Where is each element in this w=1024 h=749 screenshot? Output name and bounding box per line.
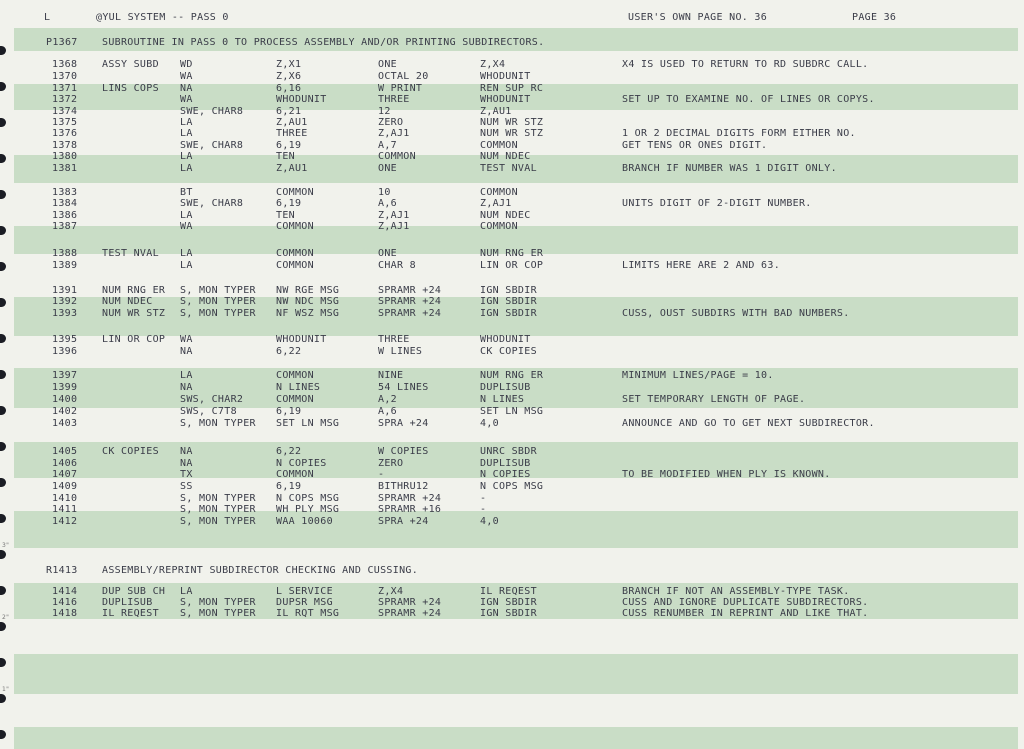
section-id: P1367 [46, 37, 78, 48]
operand-field: COMMON [480, 187, 518, 198]
operand-field: L SERVICE [276, 586, 333, 597]
opcode-field: S, MON TYPER [180, 516, 256, 527]
listing-row [0, 59, 1024, 71]
operand-field: IL RQT MSG [276, 608, 340, 619]
opcode-field: LA [180, 163, 193, 174]
operand-field: BITHRU12 [378, 481, 429, 492]
operand-field: Z,AJ1 [378, 221, 410, 232]
comment-field: GET TENS OR ONES DIGIT. [622, 140, 768, 151]
operand-field: WHODUNIT [480, 71, 531, 82]
line-number: 1368 [52, 59, 78, 70]
line-number: 1406 [52, 458, 78, 469]
operand-field: Z,AJ1 [378, 128, 410, 139]
listing-row [0, 71, 1024, 83]
line-number: 1376 [52, 128, 78, 139]
listing-row [0, 151, 1024, 163]
operand-field: N COPIES [276, 458, 327, 469]
label-field: NUM NDEC [102, 296, 153, 307]
user-page-number: USER'S OWN PAGE NO. 36 [628, 12, 768, 23]
comment-field: SET TEMPORARY LENGTH OF PAGE. [622, 394, 806, 405]
listing-row [0, 248, 1024, 260]
operand-field: NW NDC MSG [276, 296, 340, 307]
operand-field: COMMON [276, 187, 314, 198]
line-number: 1418 [52, 608, 78, 619]
opcode-field: NA [180, 382, 193, 393]
listing-row [0, 608, 1024, 620]
operand-field: SET LN MSG [480, 406, 544, 417]
operand-field: N COPIES [480, 469, 531, 480]
operand-field: ONE [378, 248, 397, 259]
margin-mark: 2" [2, 614, 10, 621]
comment-field: CUSS AND IGNORE DUPLICATE SUBDIRECTORS. [622, 597, 869, 608]
operand-field: COMMON [276, 370, 314, 381]
listing-row [0, 382, 1024, 394]
opcode-field: NA [180, 346, 193, 357]
operand-field: NW RGE MSG [276, 285, 340, 296]
listing-row [0, 260, 1024, 272]
opcode-field: LA [180, 117, 193, 128]
operand-field: COMMON [276, 394, 314, 405]
opcode-field: WA [180, 221, 193, 232]
operand-field: CK COPIES [480, 346, 537, 357]
listing-row [0, 446, 1024, 458]
opcode-field: S, MON TYPER [180, 493, 256, 504]
operand-field: 6,19 [276, 481, 302, 492]
listing-row [0, 504, 1024, 516]
label-field: DUP SUB CH [102, 586, 166, 597]
operand-field: THREE [378, 94, 410, 105]
line-number: 1402 [52, 406, 78, 417]
opcode-field: LA [180, 248, 193, 259]
line-number: 1372 [52, 94, 78, 105]
opcode-field: LA [180, 370, 193, 381]
operand-field: COMMON [276, 221, 314, 232]
opcode-field: LA [180, 260, 193, 271]
margin-mark: 1" [2, 686, 10, 693]
listing-row [0, 406, 1024, 418]
line-number: 1414 [52, 586, 78, 597]
label-field: DUPLISUB [102, 597, 153, 608]
opcode-field: NA [180, 458, 193, 469]
opcode-field: TX [180, 469, 193, 480]
operand-field: N COPS MSG [480, 481, 544, 492]
operand-field: TEN [276, 210, 295, 221]
operand-field: NUM RNG ER [480, 370, 544, 381]
operand-field: NF WSZ MSG [276, 308, 340, 319]
operand-field: NUM WR STZ [480, 128, 544, 139]
line-number: 1374 [52, 106, 78, 117]
line-number: 1370 [52, 71, 78, 82]
listing-row [0, 163, 1024, 175]
listing-row [0, 394, 1024, 406]
page-header [0, 12, 1024, 24]
operand-field: W COPIES [378, 446, 429, 457]
operand-field: OCTAL 20 [378, 71, 429, 82]
comment-field: UNITS DIGIT OF 2-DIGIT NUMBER. [622, 198, 812, 209]
operand-field: 6,22 [276, 446, 302, 457]
operand-field: Z,X4 [378, 586, 404, 597]
operand-field: NUM NDEC [480, 151, 531, 162]
section-title: ASSEMBLY/REPRINT SUBDIRECTOR CHECKING AND CUSSING. [102, 565, 419, 576]
operand-field: THREE [378, 334, 410, 345]
line-number: 1378 [52, 140, 78, 151]
line-number: 1375 [52, 117, 78, 128]
line-number: 1391 [52, 285, 78, 296]
operand-field: Z,AU1 [480, 106, 512, 117]
operand-field: SPRA +24 [378, 418, 429, 429]
operand-field: N LINES [276, 382, 321, 393]
line-number: 1392 [52, 296, 78, 307]
operand-field: N COPS MSG [276, 493, 340, 504]
opcode-field: SWS, C7T8 [180, 406, 237, 417]
operand-field: COMMON [276, 248, 314, 259]
operand-field: 12 [378, 106, 391, 117]
line-number: 1399 [52, 382, 78, 393]
opcode-field: LA [180, 586, 193, 597]
listing-row [0, 128, 1024, 140]
label-field: TEST NVAL [102, 248, 159, 259]
operand-field: COMMON [378, 151, 416, 162]
operand-field: LIN OR COP [480, 260, 544, 271]
line-number: 1397 [52, 370, 78, 381]
operand-field: 6,19 [276, 406, 302, 417]
label-field: IL REQEST [102, 608, 159, 619]
operand-field: UNRC SBDR [480, 446, 537, 457]
listing-row [0, 516, 1024, 528]
line-number: 1389 [52, 260, 78, 271]
operand-field: SPRAMR +16 [378, 504, 442, 515]
comment-field: MINIMUM LINES/PAGE = 10. [622, 370, 774, 381]
line-number: 1416 [52, 597, 78, 608]
opcode-field: NA [180, 83, 193, 94]
listing-row [0, 481, 1024, 493]
label-field: NUM WR STZ [102, 308, 166, 319]
operand-field: COMMON [480, 221, 518, 232]
operand-field: SPRAMR +24 [378, 285, 442, 296]
opcode-field: LA [180, 151, 193, 162]
operand-field: COMMON [276, 260, 314, 271]
line-number: 1400 [52, 394, 78, 405]
operand-field: IL REQEST [480, 586, 537, 597]
comment-field: SET UP TO EXAMINE NO. OF LINES OR COPYS. [622, 94, 875, 105]
label-field: CK COPIES [102, 446, 159, 457]
operand-field: Z,X6 [276, 71, 302, 82]
operand-field: TEN [276, 151, 295, 162]
operand-field: WHODUNIT [276, 334, 327, 345]
operand-field: NINE [378, 370, 404, 381]
paper-band [14, 654, 1018, 694]
operand-field: ZERO [378, 117, 404, 128]
operand-field: 6,19 [276, 140, 302, 151]
opcode-field: S, MON TYPER [180, 308, 256, 319]
line-number: 1393 [52, 308, 78, 319]
operand-field: DUPLISUB [480, 458, 531, 469]
operand-field: - [480, 504, 487, 515]
opcode-field: S, MON TYPER [180, 608, 256, 619]
line-number: 1409 [52, 481, 78, 492]
line-number: 1396 [52, 346, 78, 357]
operand-field: 4,0 [480, 418, 499, 429]
operand-field: ZERO [378, 458, 404, 469]
operand-field: REN SUP RC [480, 83, 544, 94]
system-title: @YUL SYSTEM -- PASS 0 [96, 12, 229, 23]
operand-field: SPRAMR +24 [378, 608, 442, 619]
listing-row [0, 296, 1024, 308]
opcode-field: LA [180, 128, 193, 139]
comment-field: ANNOUNCE AND GO TO GET NEXT SUBDIRECTOR. [622, 418, 875, 429]
section-heading [0, 37, 1024, 49]
operand-field: W PRINT [378, 83, 423, 94]
comment-field: CUSS, OUST SUBDIRS WITH BAD NUMBERS. [622, 308, 850, 319]
operand-field: DUPSR MSG [276, 597, 333, 608]
operand-field: SPRAMR +24 [378, 597, 442, 608]
label-field: NUM RNG ER [102, 285, 166, 296]
listing-row [0, 334, 1024, 346]
operand-field: WHODUNIT [276, 94, 327, 105]
operand-field: 10 [378, 187, 391, 198]
operand-field: WHODUNIT [480, 94, 531, 105]
line-number: 1384 [52, 198, 78, 209]
label-field: LINS COPS [102, 83, 159, 94]
line-number: 1411 [52, 504, 78, 515]
opcode-field: WA [180, 71, 193, 82]
operand-field: SET LN MSG [276, 418, 340, 429]
opcode-field: S, MON TYPER [180, 504, 256, 515]
comment-field: CUSS RENUMBER IN REPRINT AND LIKE THAT. [622, 608, 869, 619]
listing-row [0, 198, 1024, 210]
operand-field: IGN SBDIR [480, 308, 537, 319]
operand-field: SPRAMR +24 [378, 296, 442, 307]
opcode-field: S, MON TYPER [180, 597, 256, 608]
line-number: 1386 [52, 210, 78, 221]
operand-field: CHAR 8 [378, 260, 416, 271]
operand-field: A,6 [378, 198, 397, 209]
operand-field: Z,X1 [276, 59, 302, 70]
page-number: PAGE 36 [852, 12, 897, 23]
label-field: LIN OR COP [102, 334, 166, 345]
listing-row [0, 308, 1024, 320]
line-number: 1395 [52, 334, 78, 345]
opcode-field: SWE, CHAR8 [180, 106, 244, 117]
operand-field: Z,AJ1 [480, 198, 512, 209]
operand-field: W LINES [378, 346, 423, 357]
operand-field: IGN SBDIR [480, 608, 537, 619]
margin-mark: 3" [2, 542, 10, 549]
comment-field: LIMITS HERE ARE 2 AND 63. [622, 260, 781, 271]
line-number: 1380 [52, 151, 78, 162]
opcode-field: NA [180, 446, 193, 457]
operand-field: COMMON [276, 469, 314, 480]
comment-field: BRANCH IF NUMBER WAS 1 DIGIT ONLY. [622, 163, 837, 174]
operand-field: Z,AJ1 [378, 210, 410, 221]
line-number: 1412 [52, 516, 78, 527]
comment-field: 1 OR 2 DECIMAL DIGITS FORM EITHER NO. [622, 128, 856, 139]
line-number: 1410 [52, 493, 78, 504]
operand-field: 6,16 [276, 83, 302, 94]
line-number: 1387 [52, 221, 78, 232]
opcode-field: S, MON TYPER [180, 296, 256, 307]
listing-row [0, 370, 1024, 382]
operand-field: 6,19 [276, 198, 302, 209]
operand-field: WAA 10060 [276, 516, 333, 527]
listing-row [0, 94, 1024, 106]
section-id: R1413 [46, 565, 78, 576]
section-title: SUBROUTINE IN PASS 0 TO PROCESS ASSEMBLY AND/OR PRINTING SUBDIRECTORS. [102, 37, 545, 48]
opcode-field: SWS, CHAR2 [180, 394, 244, 405]
opcode-field: S, MON TYPER [180, 418, 256, 429]
comment-field: X4 IS USED TO RETURN TO RD SUBDRC CALL. [622, 59, 869, 70]
opcode-field: S, MON TYPER [180, 285, 256, 296]
operand-field: A,6 [378, 406, 397, 417]
operand-field: Z,AU1 [276, 117, 308, 128]
operand-field: IGN SBDIR [480, 285, 537, 296]
line-number: 1381 [52, 163, 78, 174]
opcode-field: WA [180, 334, 193, 345]
log-id: L [44, 12, 51, 23]
operand-field: 4,0 [480, 516, 499, 527]
operand-field: NUM RNG ER [480, 248, 544, 259]
operand-field: ONE [378, 163, 397, 174]
section-heading [0, 565, 1024, 577]
operand-field: N LINES [480, 394, 525, 405]
opcode-field: LA [180, 210, 193, 221]
opcode-field: SWE, CHAR8 [180, 140, 244, 151]
opcode-field: SS [180, 481, 193, 492]
paper-band [14, 727, 1018, 749]
operand-field: 6,22 [276, 346, 302, 357]
operand-field: A,7 [378, 140, 397, 151]
operand-field: THREE [276, 128, 308, 139]
listing-row [0, 469, 1024, 481]
listing-row [0, 221, 1024, 233]
operand-field: IGN SBDIR [480, 296, 537, 307]
operand-field: COMMON [480, 140, 518, 151]
operand-field: NUM NDEC [480, 210, 531, 221]
operand-field: NUM WR STZ [480, 117, 544, 128]
opcode-field: WD [180, 59, 193, 70]
line-number: 1388 [52, 248, 78, 259]
opcode-field: WA [180, 94, 193, 105]
operand-field: Z,AU1 [276, 163, 308, 174]
operand-field: - [378, 469, 385, 480]
line-number: 1407 [52, 469, 78, 480]
operand-field: SPRAMR +24 [378, 493, 442, 504]
listing-row [0, 346, 1024, 358]
operand-field: Z,X4 [480, 59, 506, 70]
opcode-field: SWE, CHAR8 [180, 198, 244, 209]
operand-field: ONE [378, 59, 397, 70]
operand-field: SPRAMR +24 [378, 308, 442, 319]
operand-field: WHODUNIT [480, 334, 531, 345]
operand-field: DUPLISUB [480, 382, 531, 393]
line-number: 1383 [52, 187, 78, 198]
operand-field: 54 LINES [378, 382, 429, 393]
line-number: 1405 [52, 446, 78, 457]
opcode-field: BT [180, 187, 193, 198]
operand-field: IGN SBDIR [480, 597, 537, 608]
operand-field: WH PLY MSG [276, 504, 340, 515]
operand-field: A,2 [378, 394, 397, 405]
operand-field: 6,21 [276, 106, 302, 117]
label-field: ASSY SUBD [102, 59, 159, 70]
operand-field: TEST NVAL [480, 163, 537, 174]
comment-field: BRANCH IF NOT AN ASSEMBLY-TYPE TASK. [622, 586, 850, 597]
line-number: 1403 [52, 418, 78, 429]
operand-field: SPRA +24 [378, 516, 429, 527]
listing-row [0, 418, 1024, 430]
line-number: 1371 [52, 83, 78, 94]
comment-field: TO BE MODIFIED WHEN PLY IS KNOWN. [622, 469, 831, 480]
operand-field: - [480, 493, 487, 504]
